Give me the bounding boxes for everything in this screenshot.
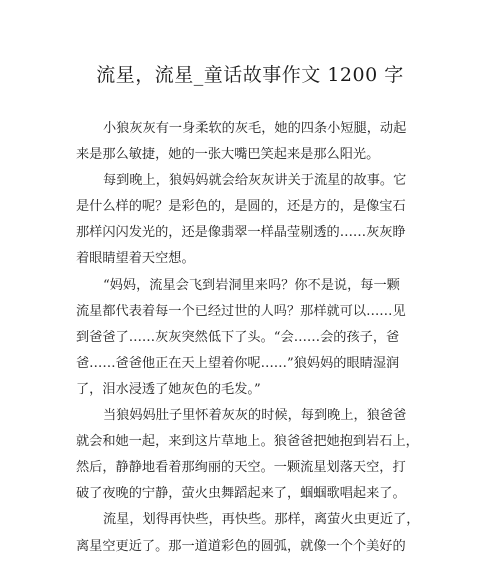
body-line: 离星空更近了。那一道道彩色的圆弧，就像一个个美好的 bbox=[76, 538, 406, 554]
document-title: 流星，流星_童话故事作文 1200 字 bbox=[96, 64, 404, 86]
body-line: 破了夜晚的宁静，萤火虫舞蹈起来了，蝈蝈歌唱起来了。 bbox=[76, 486, 406, 502]
body-line: 到爸爸了……灰灰突然低下了头。“会……会的孩子，爸 bbox=[76, 329, 400, 345]
body-line: 然后，静静地看着那绚丽的天空。一颗流星划落天空，打 bbox=[76, 460, 406, 476]
body-line: 小狼灰灰有一身柔软的灰毛，她的四条小短腿，动起 bbox=[103, 121, 407, 136]
body-line: 着眼睛望着天空想。 bbox=[76, 251, 195, 267]
body-line: 流星都代表着每一个已经过世的人吗？那样就可以……见 bbox=[76, 303, 406, 319]
body-line: 了，泪水浸透了她灰色的毛发。” bbox=[76, 381, 261, 397]
body-line: “妈妈，流星会飞到岩洞里来吗？你不是说，每一颗 bbox=[103, 277, 400, 293]
document-body bbox=[76, 116, 428, 560]
body-line: 来是那么敏捷，她的一张大嘴巴笑起来是那么阳光。 bbox=[76, 147, 380, 163]
body-line: 爸……爸爸他正在天上望着你呢……”狼妈妈的眼睛湿润 bbox=[76, 355, 400, 371]
body-line: 是什么样的呢？是彩色的，是圆的，还是方的，是像宝石 bbox=[76, 199, 406, 215]
body-line: 每到晚上，狼妈妈就会给灰灰讲关于流星的故事。它 bbox=[103, 173, 407, 189]
body-line: 流星，划得再快些，再快些。那样，离萤火虫更近了， bbox=[103, 512, 420, 528]
body-line: 就会和她一起，来到这片草地上。狼爸爸把她抱到岩石上， bbox=[76, 434, 419, 450]
body-line: 当狼妈妈肚子里怀着灰灰的时候，每到晚上，狼爸爸 bbox=[103, 408, 407, 424]
body-line: 那样闪闪发光的，还是像翡翠一样晶莹剔透的……灰灰睁 bbox=[76, 225, 406, 241]
